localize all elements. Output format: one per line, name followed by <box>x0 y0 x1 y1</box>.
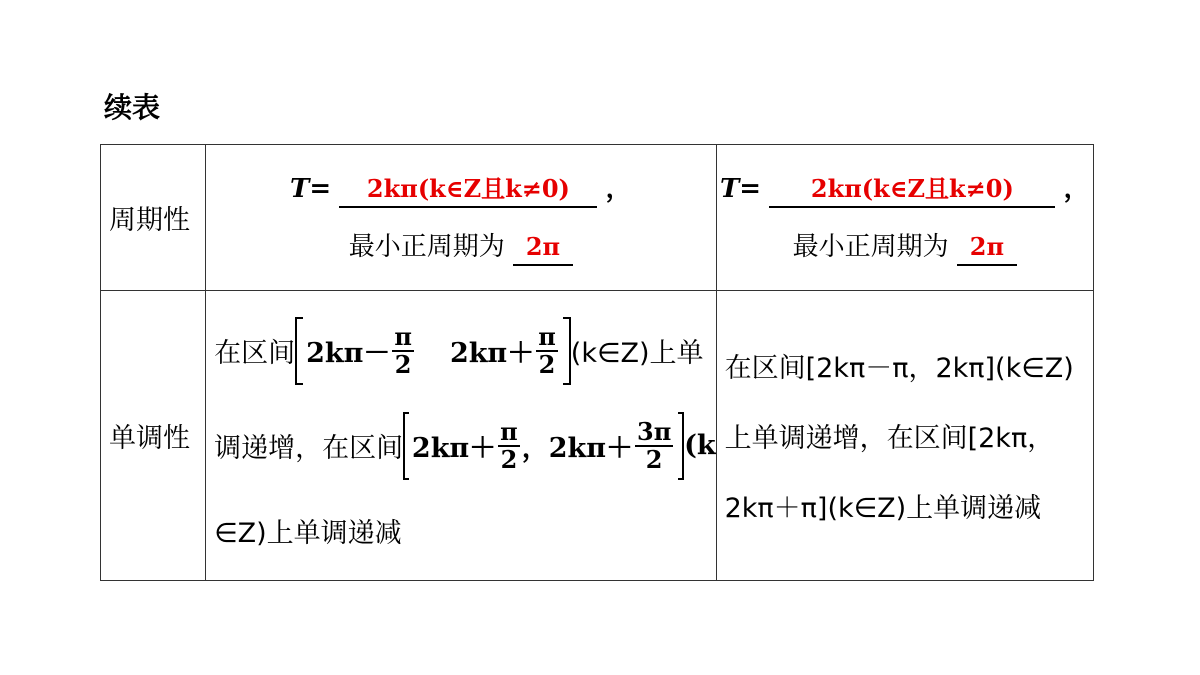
period-answer-blank <box>769 172 1055 208</box>
row-header-period <box>101 145 206 291</box>
period-lhs: T= <box>719 173 762 204</box>
period-answer-blank <box>339 172 597 208</box>
period-lhs: T= <box>290 173 332 204</box>
fraction: $\frac{\pi}{2}$ <box>538 322 556 379</box>
row-header-monotonicity <box>101 291 206 581</box>
right-bracket <box>563 317 571 385</box>
min-period-answer: 2π <box>969 231 1005 261</box>
period-answer: 2kπ(k∈Z且k≠0) <box>810 173 1014 203</box>
period-comma: ， <box>605 173 632 204</box>
min-period-label: 最小正周期为 <box>792 231 949 262</box>
fraction: $\frac{\pi}{2}$ <box>394 322 412 379</box>
table-caption: 续表 <box>104 91 161 124</box>
mono-expr: (k <box>684 430 716 461</box>
properties-table <box>100 144 1094 581</box>
mono-text: 在区间 <box>214 338 296 369</box>
min-period-blank <box>513 230 573 266</box>
mono-expr: ，2kπ＋ <box>521 433 634 464</box>
mono-text: 在区间[2kπ－π，2kπ](k∈Z) <box>724 353 1074 384</box>
row-header-label: 周期性 <box>109 205 190 236</box>
row-header-label: 单调性 <box>109 423 190 454</box>
period-answer: 2kπ(k∈Z且k≠0) <box>366 173 570 203</box>
min-period-answer: 2π <box>525 231 561 261</box>
mono-text: ∈Z)上单调递减 <box>214 518 402 549</box>
mono-text: 上单调递增，在区间[2kπ， <box>724 423 1055 454</box>
table-row <box>101 145 1094 291</box>
min-period-label: 最小正周期为 <box>348 231 505 262</box>
period-comma: ， <box>1063 173 1090 204</box>
mono-text: 2kπ＋π](k∈Z)上单调递减 <box>724 493 1042 524</box>
fraction: $\frac{3\pi}{2}$ <box>637 417 672 474</box>
mono-cell-col1 <box>206 291 717 581</box>
left-bracket <box>403 412 409 480</box>
fraction: $\frac{\pi}{2}$ <box>500 417 518 474</box>
period-cell-col2 <box>716 145 1093 291</box>
mono-expr: 2kπ＋ <box>411 433 497 464</box>
period-cell-col1 <box>206 145 717 291</box>
table-row <box>101 291 1094 581</box>
min-period-blank <box>957 230 1017 266</box>
mono-expr: 2kπ－ <box>306 338 391 369</box>
mono-expr: 2kπ＋ <box>449 338 535 369</box>
left-bracket <box>295 317 303 385</box>
mono-text: (k∈Z)上单 <box>570 338 704 369</box>
mono-cell-col2 <box>716 291 1093 581</box>
mono-text: 调递增，在区间 <box>214 433 404 464</box>
